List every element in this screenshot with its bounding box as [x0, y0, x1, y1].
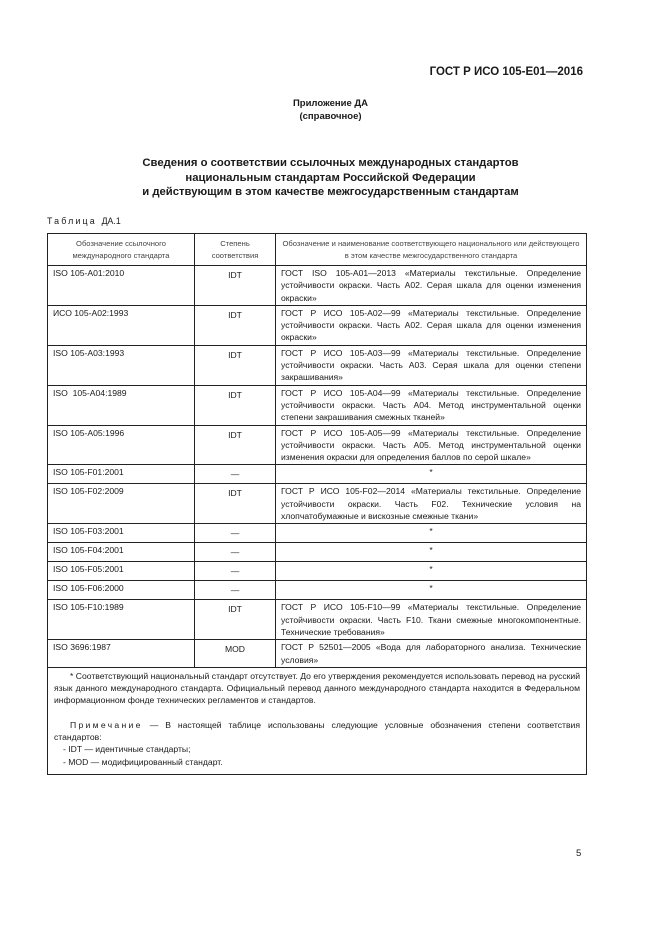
table-row	[48, 524, 587, 543]
national-cell: ГОСТ Р ИСО 105-A04—99 «Материалы текстильные. Определение устойчивости окраски. Часть A04. Метод инструментальной оценки степени закрашивания смежных тканей»	[276, 385, 587, 425]
national-cell: ГОСТ Р ИСО 105-F02—2014 «Материалы текстильные. Определение устойчивости окраски. Часть F02. Технические условия на хлопчатобумажные и вискозные смежные ткани»	[276, 484, 587, 524]
table-row	[48, 305, 587, 345]
annex-subtitle: (справочное)	[299, 111, 362, 122]
degree-cell: —	[195, 524, 276, 543]
ref-cell: ISO 3696:1987	[48, 640, 195, 668]
note-item: - IDT — идентичные стандарты;	[63, 744, 191, 755]
degree-cell: —	[195, 465, 276, 484]
ref-cell: ISO 105-A03:1993	[48, 345, 195, 385]
page-number: 5	[576, 848, 582, 859]
document-code: ГОСТ Р ИСО 105-E01—2016	[429, 66, 583, 78]
note-item: - MOD — модифицированный стандарт.	[63, 756, 223, 767]
table-row	[48, 600, 587, 640]
title-line: и действующим в этом качестве межгосударственным стандартам	[142, 186, 519, 198]
ref-cell: ISO 105-A04:1989	[48, 385, 195, 425]
table-header-row	[48, 234, 587, 266]
table-row	[48, 465, 587, 484]
national-cell: *	[276, 581, 587, 600]
degree-cell: IDT	[195, 305, 276, 345]
national-cell: ГОСТ Р ИСО 105-A05—99 «Материалы текстильные. Определение устойчивости окраски. Часть A05. Метод инструментальной оценки изменения окраски для определения баллов по серой шкале»	[276, 425, 587, 465]
degree-cell: IDT	[195, 600, 276, 640]
ref-cell: ISO 105-F03:2001	[48, 524, 195, 543]
degree-cell: IDT	[195, 266, 276, 306]
table-row	[48, 581, 587, 600]
national-cell: ГОСТ Р ИСО 105-A03—99 «Материалы текстильные. Определение устойчивости окраски. Часть A03. Серая шкала для оценки степени закрашивания»	[276, 345, 587, 385]
degree-cell: IDT	[195, 345, 276, 385]
table-row	[48, 385, 587, 425]
ref-cell: ISO 105-A05:1996	[48, 425, 195, 465]
table-label-number: ДА.1	[101, 216, 121, 226]
table-label-word: Таблица	[47, 216, 97, 226]
national-cell: *	[276, 465, 587, 484]
degree-cell: —	[195, 581, 276, 600]
table-row	[48, 543, 587, 562]
ref-cell: ISO 105-A01:2010	[48, 266, 195, 306]
title-line: национальным стандартам Российской Федерации	[185, 171, 476, 184]
header-national: Обозначение и наименование соответствующего национального или действующего в этом качестве межгосударственного стандарта	[276, 234, 587, 266]
degree-cell: MOD	[195, 640, 276, 668]
national-cell: ГОСТ Р ИСО 105-A02—99 «Материалы текстильные. Определение устойчивости окраски. Часть A02. Серая шкала для оценки изменения окраски»	[276, 305, 587, 345]
national-cell: *	[276, 562, 587, 581]
table-row	[48, 345, 587, 385]
ref-cell: ISO 105-F01:2001	[48, 465, 195, 484]
section-title	[0, 156, 661, 200]
table-footer-row	[48, 667, 587, 774]
degree-cell: —	[195, 543, 276, 562]
national-cell: ГОСТ Р ИСО 105-F10—99 «Материалы текстильные. Определение устойчивости окраски. Часть F10. Ткани смежные многокомпонентные. Технические требования»	[276, 600, 587, 640]
degree-cell: IDT	[195, 385, 276, 425]
ref-cell: ISO 105-F10:1989	[48, 600, 195, 640]
annex-heading	[0, 97, 661, 123]
table-row	[48, 484, 587, 524]
annex-title: Приложение ДА	[292, 98, 369, 109]
table-row	[48, 640, 587, 668]
title-line: Сведения о соответствии ссылочных международных стандартов	[142, 157, 519, 169]
degree-cell: IDT	[195, 425, 276, 465]
footnote: * Соответствующий национальный стандарт отсутствует. До его утверждения рекомендуется использовать перевод на русский язык данного международного стандарта. Официальный перевод данного международного стандарта находится в Федеральном информационном фонде технических регламентов и стандартов.	[54, 670, 580, 706]
table-row	[48, 425, 587, 465]
national-cell: ГОСТ ISO 105-A01—2013 «Материалы текстильные. Определение устойчивости окраски. Часть A02. Серая шкала для оценки изменения окраски»	[276, 266, 587, 306]
header-ref: Обозначение ссылочного международного стандарта	[48, 234, 195, 266]
correspondence-table	[47, 233, 587, 775]
ref-cell: ISO 105-F02:2009	[48, 484, 195, 524]
degree-cell: —	[195, 562, 276, 581]
note-label: Примечание	[70, 719, 143, 730]
table-label	[47, 216, 121, 226]
national-cell: *	[276, 524, 587, 543]
ref-cell: ISO 105-F06:2000	[48, 581, 195, 600]
national-cell: ГОСТ Р 52501—2005 «Вода для лабораторного анализа. Технические условия»	[276, 640, 587, 668]
national-cell: *	[276, 543, 587, 562]
ref-cell: ISO 105-F04:2001	[48, 543, 195, 562]
ref-cell: ИСО 105-A02:1993	[48, 305, 195, 345]
ref-cell: ISO 105-F05:2001	[48, 562, 195, 581]
table-row	[48, 562, 587, 581]
header-degree: Степень соответствия	[195, 234, 276, 266]
table-footer	[48, 667, 587, 774]
note-text: — В настоящей таблице использованы следующие условные обозначения степени соответствия стандартов:	[54, 719, 580, 743]
table-row	[48, 266, 587, 306]
degree-cell: IDT	[195, 484, 276, 524]
